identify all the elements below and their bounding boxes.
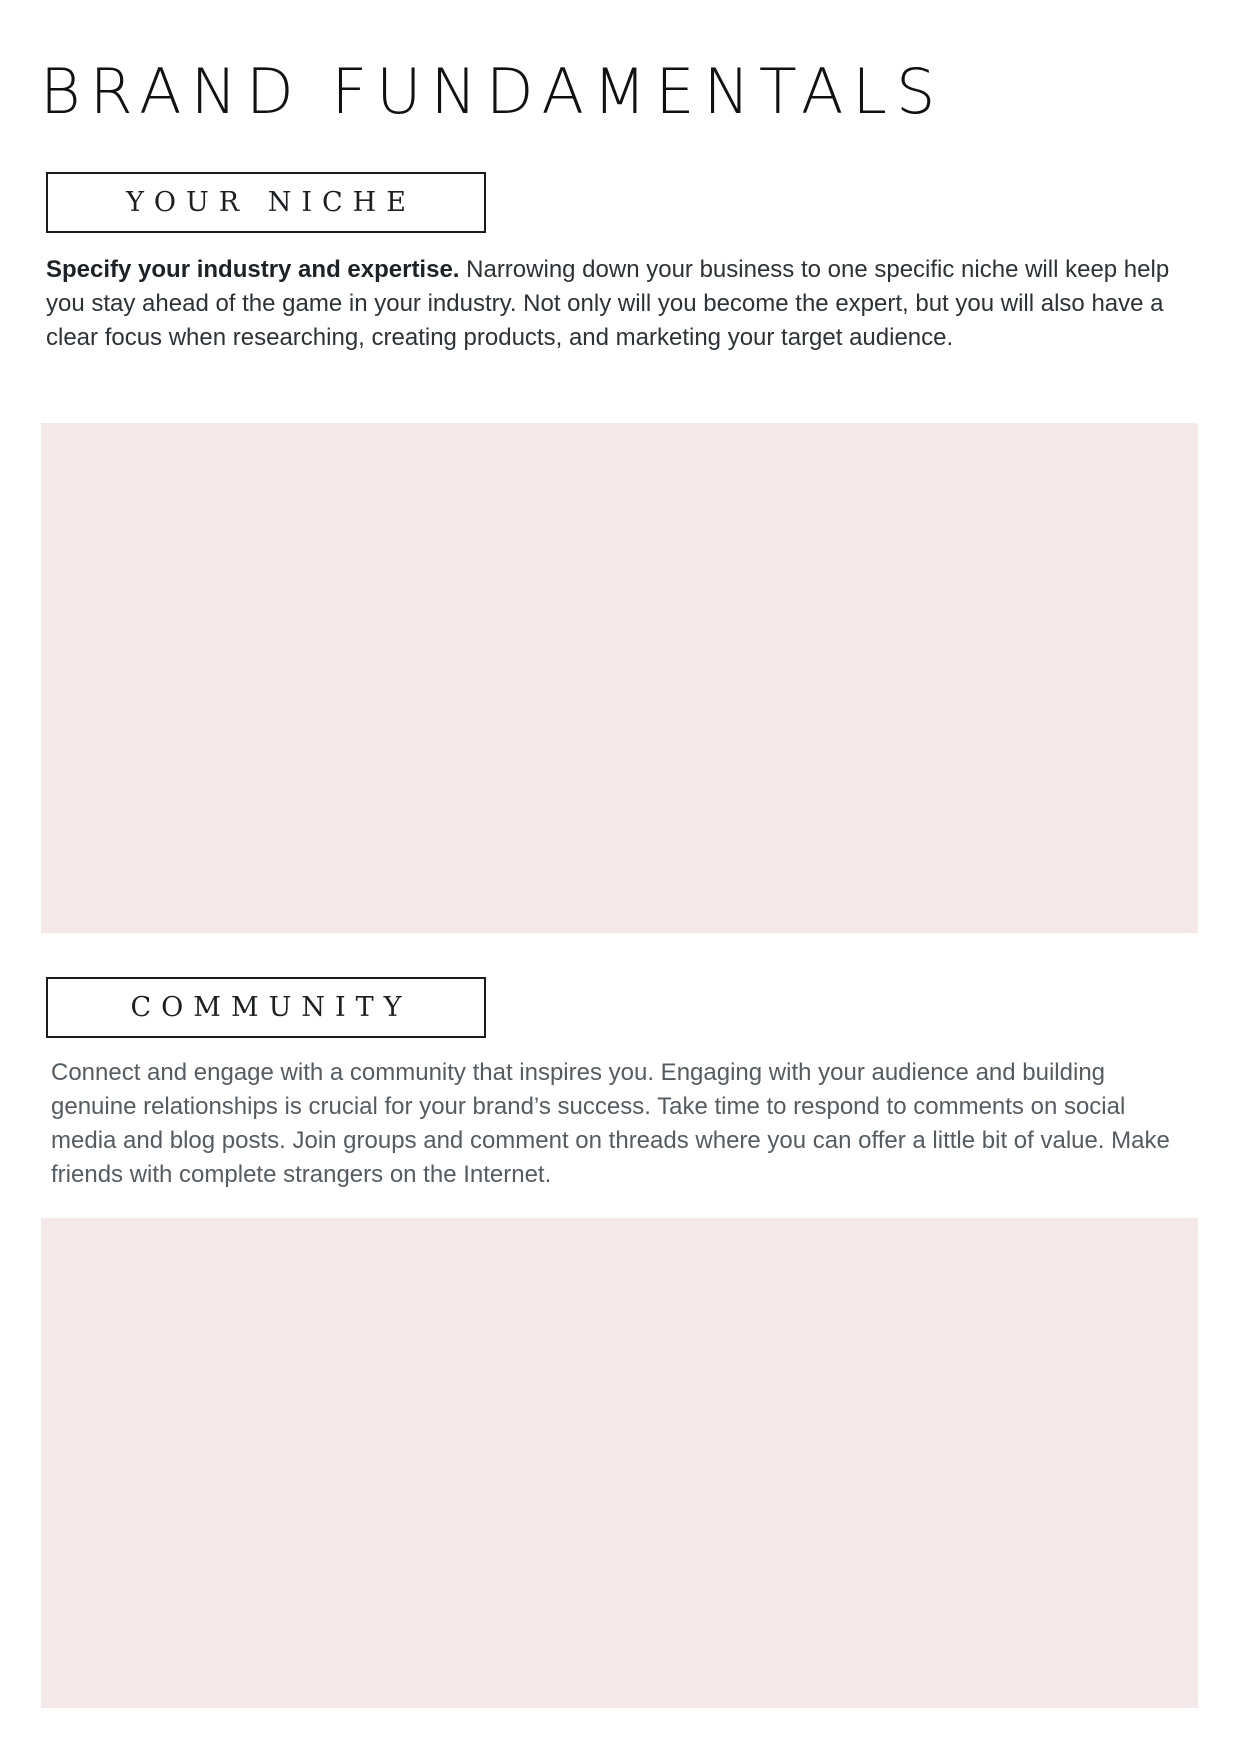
niche-lead-text: Specify your industry and expertise.	[46, 256, 460, 283]
section-label-your-niche: YOUR NICHE	[46, 172, 486, 233]
niche-writing-area[interactable]	[41, 423, 1198, 933]
niche-description	[46, 253, 1186, 355]
community-description: Connect and engage with a community that inspires you. Engaging with your audience and building genuine relationships is crucial for your brand’s success. Take time to respond to comments on social media and blog posts. Join groups and comment on threads where you can offer a little bit of value. Make friends with complete strangers on the Internet.	[51, 1059, 1170, 1188]
niche-body-text: Narrowing down your business to one specific niche will keep help you stay ahead of the game in your industry. Not only will you become the expert, but you will also have a clear focus when researching, creating products, and marketing your target audience.	[46, 256, 1170, 351]
page-title: BRAND FUNDAMENTALS	[40, 55, 945, 128]
community-writing-area[interactable]	[41, 1218, 1198, 1708]
section-label-community: COMMUNITY	[46, 977, 486, 1038]
